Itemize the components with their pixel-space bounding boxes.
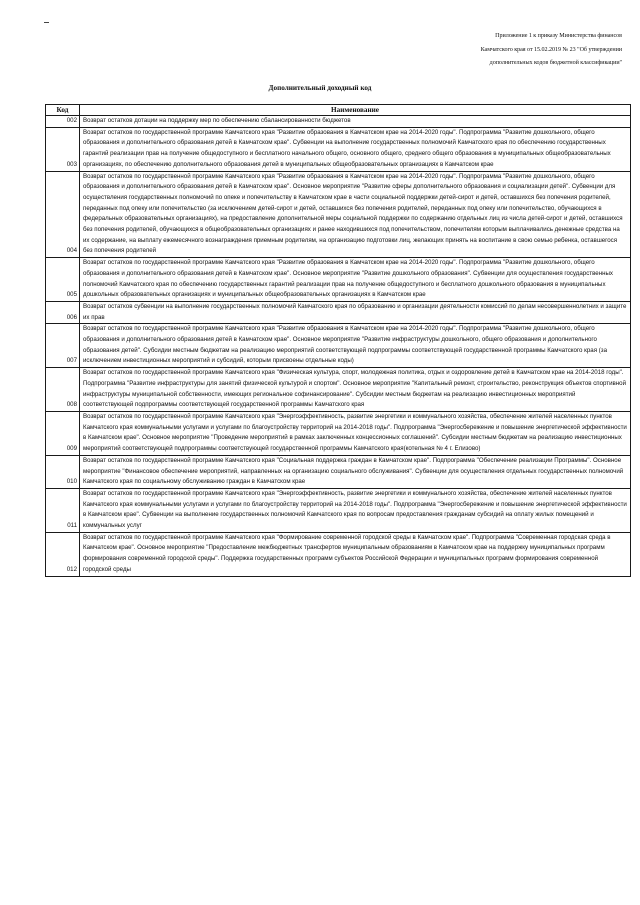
row-code: 003 [46, 127, 80, 171]
table-row [46, 116, 631, 128]
table-row [46, 532, 631, 576]
row-name: Возврат остатков по государственной программе Камчатского края "Энергоэффективность, развитие энергетики и коммунального хозяйства, обеспечение жителей населенных пунктов Камчатского края коммунальными услугами и услугами по благоустройству территорий на 2014-2018 годы". Подпрограмма "Энергосбережение и повышение энергетической эффективности в Камчатском крае". Основное мероприятие "Проведение мероприятий в рамках заключенных концессионных соглашений". Субсидии местным бюджетам на реализацию инвестиционных мероприятий соответствующей подпрограммы соответствующей государственной программы Камчатского края(котельная № 4 г. Елизово) [80, 411, 631, 455]
table-row [46, 368, 631, 412]
row-code: 008 [46, 368, 80, 412]
codes-table [45, 104, 631, 577]
header-line: Приложение 1 к приказу Министерства финансов [495, 33, 622, 39]
row-name: Возврат остатков по государственной программе Камчатского края "Энергоэффективность, развитие энергетики и коммунального хозяйства, обеспечение жителей населенных пунктов Камчатского края коммунальными услугами и услугами по благоустройству территорий на 2014-2018 годы". Подпрограмма "Энергосбережение и повышение энергетической эффективности в Камчатском крае". Субвенции на выполнение государственных полномочий Камчатского края по вопросам предоставления гражданам субсидий на оплату жилых помещений и коммунальных услуг [80, 488, 631, 532]
table-row [46, 324, 631, 368]
row-name: Возврат остатков дотации на поддержку мер по обеспечению сбалансированности бюджетов [80, 116, 631, 128]
row-name: Возврат остатков по государственной программе Камчатского края "Формирование современной городской среды в Камчатском крае". Подпрограмма "Современная городская среда в Камчатском крае". Основное мероприятие "Предоставление межбюджетных трансфертов муниципальным образованиям в Камчатском крае на поддержку муниципальных программ формирования современной городской среды". Поддержка государственных программ субъектов Российской Федерации и муниципальных программ формирования современной городской среды [80, 532, 631, 576]
row-name: Возврат остатков по государственной программе Камчатского края "Развитие образования в Камчатском крае на 2014-2020 годы". Подпрограмма "Развитие дошкольного, общего образования и дополнительного образования детей в Камчатском крае". Основное мероприятие "Развитие инфраструктуры дошкольного, общего образования и дополнительного образования детей". Субсидии местным бюджетам на реализацию мероприятий соответствующей подпрограммы соответствующей государственной программы Камчатского края (за исключением инвестиционных мероприятий и субсидий, которым присвоены отдельные коды) [80, 324, 631, 368]
row-name: Возврат остатков по государственной программе Камчатского края "Физическая культура, спорт, молодежная политика, отдых и оздоровление детей в Камчатском крае на 2014-2018 годы". Подпрограмма "Развитие инфраструктуры для занятий физической культурой и спортом". Основное мероприятие "Капитальный ремонт, строительство, реконструкция объектов спортивной инфраструктуры муниципальной собственности, имеющих региональное софинансирование". Субсидии местным бюджетам на реализацию инвестиционных мероприятий соответствующей подпрограммы соответствующей государственной программы Камчатского края [80, 368, 631, 412]
header-line: Камчатского края от 15.02.2019 № 23 "Об утверждении [480, 46, 622, 53]
table-row [46, 127, 631, 171]
table-header-row [46, 105, 631, 116]
row-code: 012 [46, 532, 80, 576]
row-name: Возврат остатков по государственной программе Камчатского края "Развитие образования в Камчатском крае на 2014-2020 годы". Подпрограмма "Развитие дошкольного, общего образования и дополнительного образования детей в Камчатском крае". Основное мероприятие "Развитие сферы дополнительного образования и социализации детей". Субвенции для осуществления государственных полномочий по опеке и попечительству в Камчатском крае в части социальной поддержки детей-сирот и детей, оставшихся без попечения родителей, переданных под опеку или попечительство (за исключением детей-сирот и детей, оставшихся без попечения родителей, переданных под опеку или попечительство, обучающихся в федеральных образовательных организациях), на предоставление дополнительной меры социальной поддержки по содержанию отдельных лиц из числа детей-сирот и детей, оставшихся без попечения родителей, обучающихся в общеобразовательных организациях и ранее находившихся под попечительством, попечителям которым выплачивались денежные средства на их содержание, на выплату ежемесячного вознаграждения приемным родителям, на организацию подготовки лиц, желающих принять на воспитание в свою семью ребенка, оставшегося без попечения родителей [80, 171, 631, 258]
table-row [46, 411, 631, 455]
row-name: Возврат остатков по государственной программе Камчатского края "Развитие образования в Камчатском крае на 2014-2020 годы". Подпрограмма "Развитие дошкольного, общего образования и дополнительного образования детей в Камчатском крае". Субвенции на выполнение государственных полномочий Камчатского края по обеспечению государственных гарантий реализации прав на получение общедоступного и бесплатного начального общего, основного общего, среднего общего образования в муниципальных общеобразовательных организациях, по обеспечению дополнительного образования детей в муниципальных общеобразовательных организациях в Камчатском крае [80, 127, 631, 171]
row-code: 011 [46, 488, 80, 532]
row-name: Возврат остатков по государственной программе Камчатского края "Социальная поддержка граждан в Камчатском крае". Подпрограмма "Обеспечение реализации Программы". Основное мероприятие "Финансовое обеспечение мероприятий, направленных на организацию социального обслуживания". Субвенции для осуществления отдельных государственных полномочий Камчатского края по социальному обслуживанию граждан в Камчатском крае [80, 455, 631, 488]
row-code: 005 [46, 258, 80, 302]
approval-header [410, 30, 622, 71]
column-header-code: Код [46, 105, 80, 116]
scan-mark [44, 22, 49, 23]
table-row [46, 171, 631, 258]
row-name: Возврат остатков субвенции на выполнение государственных полномочий Камчатского края по образованию и организации деятельности комиссий по делам несовершеннолетних и защите их прав [80, 301, 631, 323]
table-row [46, 488, 631, 532]
table-row [46, 301, 631, 323]
row-name: Возврат остатков по государственной программе Камчатского края "Развитие образования в Камчатском крае на 2014-2020 годы". Подпрограмма "Развитие дошкольного, общего образования и дополнительного образования детей в Камчатском крае". Основное мероприятие "Развитие дошкольного образования". Субвенции для осуществления государственных полномочий Камчатского края по обеспечению государственных гарантий реализации прав на получение общедоступного и бесплатного дошкольного образования в муниципальных дошкольных образовательных организациях и муниципальных общеобразовательных организациях в Камчатском крае [80, 258, 631, 302]
table-row [46, 455, 631, 488]
row-code: 010 [46, 455, 80, 488]
row-code: 004 [46, 171, 80, 258]
column-header-name: Наименование [80, 105, 631, 116]
row-code: 009 [46, 411, 80, 455]
table-row [46, 258, 631, 302]
document-title: Дополнительный доходный код [268, 84, 372, 92]
row-code: 002 [46, 116, 80, 128]
row-code: 006 [46, 301, 80, 323]
row-code: 007 [46, 324, 80, 368]
header-line: дополнительных кодов бюджетной классификации" [489, 60, 622, 66]
